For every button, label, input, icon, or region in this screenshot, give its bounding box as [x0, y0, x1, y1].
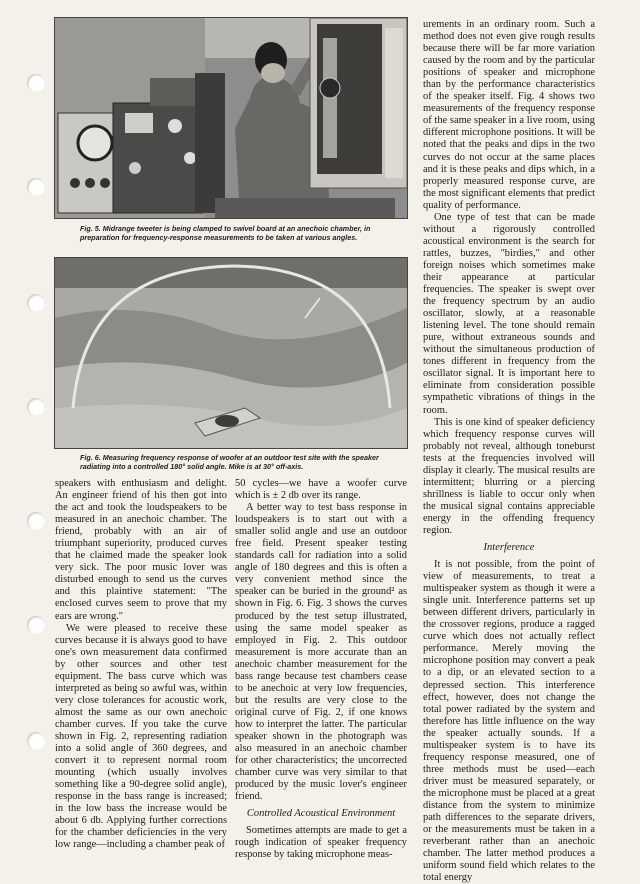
section-heading: Interference [483, 542, 535, 554]
text-column-right [423, 19, 595, 884]
binder-hole [27, 616, 45, 634]
binder-hole [27, 398, 45, 416]
binder-hole [27, 74, 45, 92]
paragraph: speakers with enthusiasm and delight. An engineer friend of his then got into the act and took the loudspeakers to be measured in an anechoic chamber. The friend, probably with an air of triumphant superiority, produced curves that he claimed made the speaker look very sick. The poor music lover was disturbed enough to send us the curves and this plaintive statement: "The enclosed curves seem to prove that my ears are wrong." [55, 478, 227, 622]
paragraph: It is not possible, from the point of view of measurements, to treat a multispeaker system as though it were a single unit. Interference patterns set up between different drivers, particularly in the crossover regions, produce a ragged curve which does not actually reflect performance. Merely moving the microphone position may convert a peak to a dip, or an elevated section to a depressed section. This interference effect, however, does not change the total power radiated by the system and therefore has little influence on the way the speaker actually sounds. If a multispeaker system is to have its frequency response measured, one of three methods must be used—each driver must be measured separately, or the microphone must be placed at a great distance from the system to minimize path differences to the separate drivers, or the measurements must be taken in a reverberant rather than an anechoic chamber. The latter method produces a uniform sound field which relates to the total energy [423, 559, 595, 884]
binder-hole [27, 512, 45, 530]
section-heading: Controlled Acoustical Environment [246, 808, 396, 820]
paragraph: Sometimes attempts are made to get a rough indication of speaker frequency response by taking microphone meas- [235, 825, 407, 861]
fig5-photo [54, 17, 408, 219]
binder-hole [27, 178, 45, 196]
paragraph: A better way to test bass response in loudspeakers is to start out with a smaller solid angle and use an outdoor free field. Present speaker testing standards call for radiation into a solid angle of 180 degrees and this is often a very convenient method since the speaker can be buried in the ground² as shown in Fig. 6. Fig. 3 shows the curves produced by the test setup illustrated, using the same model speaker as employed in Fig. 2. This outdoor measurement is more accurate than an anechoic chamber measurement for the bass range because test chambers cease to be anechoic at very low frequencies, but the results are very close to the original curve of Fig. 2, if one knows how to interpret the latter. The particular speaker shown in the photograph was also measured in an anechoic chamber for other characteristics; the uncorrected chamber curve was very similar to that produced by the music lover's engineer friend. [235, 502, 407, 803]
text-column-middle [235, 478, 407, 861]
paragraph: This is one kind of speaker deficiency which frequency response curves will probably not reveal, although toneburst tests at the frequencies involved will display it clearly. The musical results are intermittent; blurring or a piercing shrillness is liable to occur only when the musical signal contains appreciable energy in the offending frequency region. [423, 416, 595, 536]
paragraph: We were pleased to receive these curves because it is always good to have one's own measurement data confirmed by other sources and other test equipment. The bass curve which was interpreted as being so awful was, within very close tolerances for acoustic work, almost the same as our own anechoic chamber curves. If you take the curve shown in Fig. 2, representing radiation into a solid angle of 360 degrees, and convert it to represent normal room mounting (which usually involves something like a 90-degree solid angle), response in the bass range is increased; in the low bass the increase would be about 6 db. Applying further corrections for the chamber deficiencies in the very low range—including a chamber peak of [55, 622, 227, 851]
paragraph: 50 cycles—we have a woofer curve which is ± 2 db over its range. [235, 478, 407, 502]
fig5-caption: Fig. 5. Midrange tweeter is being clamped to swivel board at an anechoic chamber, in preparation for frequency-response measurements to be taken at various angles. [80, 224, 371, 242]
paragraph: One type of test that can be made without a rigorously controlled acoustical environment is the search for rattles, buzzes, "birdies," and other foreign noises which sometimes make their appearance at particular frequencies. The speaker is swept over the frequency spectrum by an audio oscillator, slowly, at a reasonable listening level. The tone should remain pure, without extraneous sounds and without the simultaneous production of tones different in frequency from the oscillator signal. It is important here to eliminate from consideration possible sympathetic vibrations of things in the room. [423, 211, 595, 416]
fig6-caption: Fig. 6. Measuring frequency response of woofer at an outdoor test site with the speaker radiating into a controlled 180° solid angle. Mike is at 30° off-axis. [80, 453, 379, 471]
fig5-photo-illustration [55, 18, 407, 218]
fig6-photo-illustration [55, 258, 407, 448]
paragraph: urements in an ordinary room. Such a method does not even give rough results because there will be far more variation caused by the room and by the particular positions of speaker and microphone than by the performance characteristics of the speaker itself. Fig. 4 shows two measurements of the frequency response of the same speaker in a live room, using different microphone positions. It will be noted that the peaks and dips in the two curves do not occur at the same places and it is these peaks and dips which, in a properly measured response curve, are the most significant elements that predict quality of performance. [423, 19, 595, 211]
binder-hole [27, 732, 45, 750]
fig6-photo [54, 257, 408, 449]
text-column-left [55, 478, 227, 851]
binder-hole [27, 294, 45, 312]
